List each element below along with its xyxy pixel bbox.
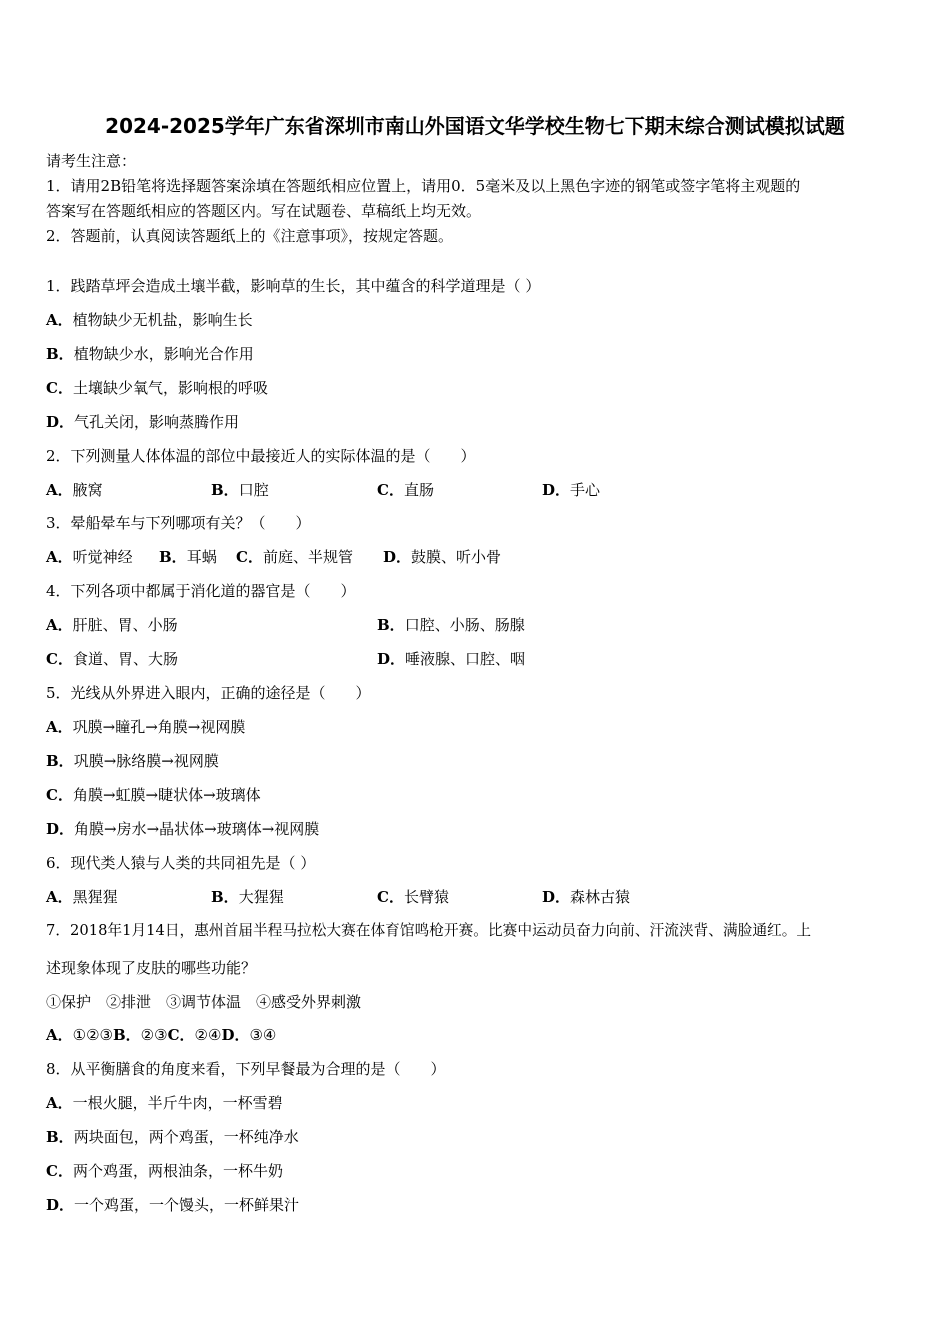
question-1-option-b [46, 343, 254, 365]
question-3-stem: 3．晕船晕车与下列哪项有关？（ ） [46, 514, 311, 532]
option-label: A． [46, 1026, 73, 1044]
question-7-stem-line-2: 述现象体现了皮肤的哪些功能？ [46, 959, 257, 977]
option-label: A． [46, 548, 73, 566]
option-label: D． [46, 1196, 75, 1214]
option-label: D． [542, 888, 571, 906]
question-6-option-b [211, 886, 284, 908]
option-label: C． [46, 379, 73, 397]
question-2-option-c [377, 479, 434, 501]
option-label: A． [46, 311, 73, 329]
question-3-option-c [236, 546, 353, 568]
option-label: D． [542, 481, 571, 499]
option-text: 黑猩猩 [72, 888, 118, 906]
option-text: 前庭、半规管 [262, 548, 353, 566]
option-text: ②③ [140, 1026, 168, 1044]
question-6-option-a [46, 886, 118, 908]
option-label: C． [46, 786, 73, 804]
question-7-options [46, 1024, 276, 1046]
question-2-option-d [542, 479, 600, 501]
option-label: A． [46, 718, 73, 736]
question-5-option-a [46, 716, 245, 738]
option-text: ①②③ [72, 1026, 113, 1044]
option-label: B． [112, 1026, 141, 1044]
question-8-option-c [46, 1160, 283, 1182]
option-text: 植物缺少水，影响光合作用 [73, 345, 254, 363]
option-text: 两块面包，两个鸡蛋，一杯纯净水 [73, 1128, 299, 1146]
option-text: 手心 [570, 481, 601, 499]
option-text: 耳蜗 [186, 548, 217, 566]
option-text: 食道、胃、大肠 [72, 650, 178, 668]
notice-item-2: 2．答题前，认真阅读答题纸上的《注意事项》，按规定答题。 [46, 227, 454, 245]
option-label: D． [383, 548, 412, 566]
question-4-option-b [377, 614, 525, 636]
question-5-option-b [46, 750, 219, 772]
option-label: B． [211, 481, 239, 499]
option-text: 口腔、小肠、肠腺 [404, 616, 525, 634]
option-text: 长臂猿 [403, 888, 449, 906]
question-8-stem: 8．从平衡膳食的角度来看，下列早餐最为合理的是（ ） [46, 1060, 446, 1078]
question-2-stem: 2．下列测量人体体温的部位中最接近人的实际体温的是（ ） [46, 447, 476, 465]
notice-item-1-line-2: 答案写在答题纸相应的答题区内。写在试题卷、草稿纸上均无效。 [46, 202, 482, 220]
notice-item-1-line-1: 1．请用2B铅笔将选择题答案涂填在答题纸相应位置上，请用0．5毫米及以上黑色字迹的钢笔或签字笔将主观题的 [46, 177, 801, 195]
option-text: 森林古猿 [570, 888, 631, 906]
question-5-option-c [46, 784, 261, 806]
option-label: D． [46, 413, 75, 431]
question-3-option-b [159, 546, 217, 568]
page-title: 2024-2025学年广东省深圳市南山外国语文华学校生物七下期末综合测试模拟试题 [105, 114, 845, 138]
question-1-stem: 1．践踏草坪会造成土壤半截，影响草的生长，其中蕴含的科学道理是（ ） [46, 277, 541, 295]
question-1-option-d [46, 411, 239, 433]
option-text: 气孔关闭，影响蒸腾作用 [74, 413, 240, 431]
question-8-option-a [46, 1092, 283, 1114]
question-5-option-d [46, 818, 319, 840]
option-text: 唾液腺、口腔、咽 [405, 650, 526, 668]
question-4-option-a [46, 614, 178, 636]
question-2-option-a [46, 479, 103, 501]
notice-heading: 请考生注意： [46, 152, 137, 170]
question-4-option-d [377, 648, 525, 670]
option-label: C． [46, 1162, 73, 1180]
option-label: C． [46, 650, 73, 668]
question-3-option-d [383, 546, 501, 568]
option-text: 听觉神经 [72, 548, 133, 566]
option-text: ②④ [194, 1026, 222, 1044]
option-label: D． [377, 650, 406, 668]
question-4-stem: 4．下列各项中都属于消化道的器官是（ ） [46, 582, 356, 600]
question-8-option-b [46, 1126, 299, 1148]
option-label: A． [46, 1094, 73, 1112]
option-label: B． [377, 616, 405, 634]
option-label: C． [167, 1026, 195, 1044]
option-text: 口腔 [238, 481, 269, 499]
question-6-option-c [377, 886, 449, 908]
option-label: B． [211, 888, 239, 906]
option-text: 肝脏、胃、小肠 [72, 616, 178, 634]
option-label: C． [236, 548, 263, 566]
question-7-items: ①保护 ②排泄 ③调节体温 ④感受外界刺激 [46, 993, 362, 1011]
option-text: 直肠 [403, 481, 434, 499]
option-text: ③④ [249, 1026, 277, 1044]
option-text: 土壤缺少氧气，影响根的呼吸 [72, 379, 268, 397]
option-label: B． [159, 548, 187, 566]
option-text: 一个鸡蛋，一个馒头，一杯鲜果汁 [74, 1196, 300, 1214]
question-1-option-c [46, 377, 268, 399]
option-text: 巩膜→瞳孔→角膜→视网膜 [72, 718, 246, 736]
option-text: 大猩猩 [238, 888, 284, 906]
question-5-stem: 5．光线从外界进入眼内，正确的途径是（ ） [46, 684, 371, 702]
question-8-option-d [46, 1194, 299, 1216]
option-text: 鼓膜、听小骨 [411, 548, 502, 566]
option-label: B． [46, 752, 74, 770]
question-2-option-b [211, 479, 269, 501]
option-text: 角膜→虹膜→睫状体→玻璃体 [72, 786, 261, 804]
option-label: C． [377, 888, 404, 906]
option-text: 角膜→房水→晶状体→玻璃体→视网膜 [74, 820, 320, 838]
question-4-option-c [46, 648, 178, 670]
question-7-stem-line-1: 7．2018年1月14日，惠州首届半程马拉松大赛在体育馆鸣枪开赛。比赛中运动员奋力向前、汗流浃背、满脸通红。上 [46, 922, 812, 939]
option-text: 两个鸡蛋，两根油条，一杯牛奶 [72, 1162, 283, 1180]
option-label: C． [377, 481, 404, 499]
question-6-stem: 6．现代类人猿与人类的共同祖先是（ ） [46, 854, 316, 872]
option-label: A． [46, 616, 73, 634]
option-label: B． [46, 345, 74, 363]
option-text: 植物缺少无机盐，影响生长 [72, 311, 253, 329]
option-label: A． [46, 888, 73, 906]
question-1-option-a [46, 309, 253, 331]
option-label: A． [46, 481, 73, 499]
option-label: D． [46, 820, 75, 838]
option-label: B． [46, 1128, 74, 1146]
option-text: 巩膜→脉络膜→视网膜 [73, 752, 219, 770]
option-label: D． [221, 1026, 250, 1044]
question-6-option-d [542, 886, 630, 908]
question-3-option-a [46, 546, 133, 568]
option-text: 腋窝 [72, 481, 103, 499]
option-text: 一根火腿，半斤牛肉，一杯雪碧 [72, 1094, 283, 1112]
